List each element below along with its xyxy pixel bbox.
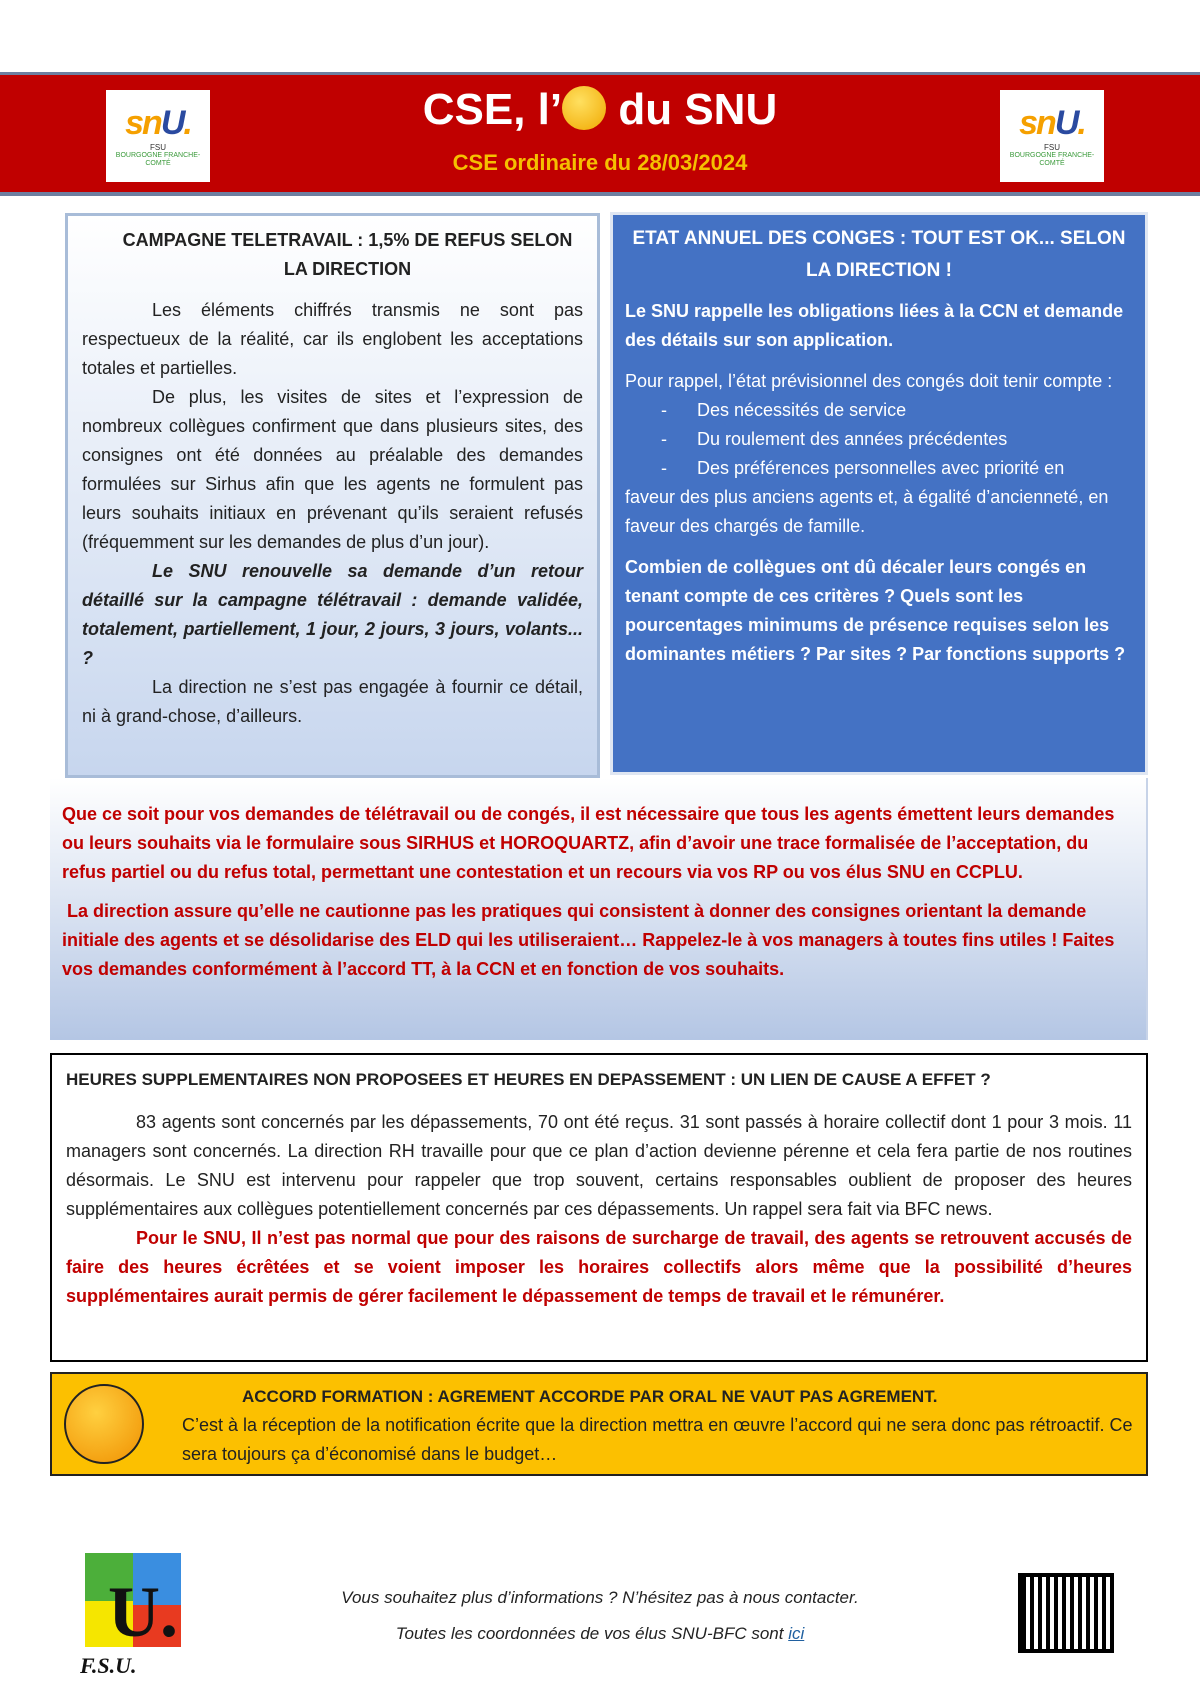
snu-logo-right: snU. FSU BOURGOGNE FRANCHE-COMTÉ <box>1000 90 1104 182</box>
header-banner <box>0 72 1200 196</box>
paragraph: La direction ne s’est pas engagée à fournir ce détail, ni à grand-chose, d’ailleurs. <box>82 677 583 726</box>
list-item: - Des préférences personnelles avec priorité en <box>661 454 1133 483</box>
paragraph: Combien de collègues ont dû décaler leurs congés en tenant compte de ces critères ? Quels sont les pourcentages minimums de présence requises selon les dominantes métiers ? Par sites ? Par fonctions supports ? <box>625 557 1126 664</box>
conges-title: ETAT ANNUEL DES CONGES : TOUT EST OK... SELON LA DIRECTION ! <box>632 228 1126 281</box>
formation-section <box>50 1372 1148 1476</box>
paragraph: La direction assure qu’elle ne cautionne pas les pratiques qui consistent à donner des consignes orientant la demande initiale des agents et se désolidarise des ELD qui les utiliseraient… Rappelez-le à vos managers à toutes fins utiles ! Faites vos demandes conformément à l’accord TT, à la CCN et en fonction de vos souhaits. <box>62 901 1115 979</box>
criteria-list <box>625 396 1133 483</box>
svg-text:U.: U. <box>108 1572 178 1652</box>
paragraph: C’est à la réception de la notification écrite que la direction mettra en œuvre l’accord qui ne sera donc pas rétroactif. Ce sera toujours ça d’économisé dans le budget… <box>182 1415 1133 1464</box>
paragraph: faveur des plus anciens agents et, à égalité d’ancienneté, en faveur des chargés de famille. <box>625 487 1109 536</box>
conges-section <box>613 215 1145 772</box>
svg-text:F.S.U.: F.S.U. <box>80 1653 137 1678</box>
formation-title: ACCORD FORMATION : AGREMENT ACCORDE PAR ORAL NE VAUT PAS AGREMENT. <box>242 1387 938 1406</box>
thinking-face-icon <box>64 1384 144 1464</box>
notice-section <box>50 778 1148 1040</box>
teletravail-title: CAMPAGNE TELETRAVAIL : 1,5% DE REFUS SELON LA DIRECTION <box>122 230 573 279</box>
monocle-emoji-icon <box>562 86 606 130</box>
teletravail-section <box>65 213 600 778</box>
paragraph: Le SNU rappelle les obligations liées à la CCN et demande des détails sur son application. <box>625 301 1124 350</box>
paragraph: Pour le SNU, Il n’est pas normal que pour des raisons de surcharge de travail, des agents se retrouvent accusés de faire des heures écrêtées et se voient imposer les horaires collectifs alors même que la possibilité d’heures supplémentaires aurait permis de gérer facilement le dépassement de temps de travail et le rémunérer. <box>66 1228 1132 1306</box>
contacts-link[interactable]: ici <box>788 1624 805 1643</box>
list-item: - Du roulement des années précédentes <box>661 425 1133 454</box>
snu-logo-left: snU. FSU BOURGOGNE FRANCHE-COMTÉ <box>106 90 210 182</box>
heures-title: HEURES SUPPLEMENTAIRES NON PROPOSEES ET HEURES EN DEPASSEMENT : UN LIEN DE CAUSE A EFFET ? <box>66 1070 991 1089</box>
paragraph: De plus, les visites de sites et l’expression de nombreux collègues confirment que dans plusieurs sites, des consignes ont été données au préalable des demandes formulées sur Sirhus afin que les agents ne formulent pas leurs souhaits initiaux en prévenant qu’ils seraient refusés (fréquemment sur les demandes de plus d’un jour). <box>82 387 583 552</box>
paragraph: Le SNU renouvelle sa demande d’un retour détaillé sur la campagne télétravail : demande validée, totalement, partiellement, 1 jour, 2 jours, 3 jours, volants... ? <box>82 561 583 668</box>
paragraph: Que ce soit pour vos demandes de télétravail ou de congés, il est nécessaire que tous les agents émettent leurs demandes ou leurs souhaits via le formulaire sous SIRHUS et HOROQUARTZ, afin d’avoir une trace formalisée de l’acceptation, du refus partiel ou du refus total, permettant une contestation et un recours via vos RP ou vos élus SNU en CCPLU. <box>62 804 1115 882</box>
list-item: - Des nécessités de service <box>661 396 1133 425</box>
contact-line: Vous souhaitez plus d’informations ? N’hésitez pas à nous contacter. <box>341 1588 859 1607</box>
heures-section <box>50 1053 1148 1362</box>
page-title: CSE, l’ du SNU <box>422 85 778 134</box>
fsu-logo <box>80 1548 190 1678</box>
paragraph: Les éléments chiffrés transmis ne sont pas respectueux de la réalité, car ils englobent les acceptations totales et partielles. <box>82 300 583 378</box>
page-subtitle: CSE ordinaire du 28/03/2024 <box>452 150 748 175</box>
qr-code[interactable] <box>1018 1573 1114 1653</box>
paragraph: 83 agents sont concernés par les dépassements, 70 ont été reçus. 31 sont passés à horaire collectif dont 1 pour 3 mois. 11 managers sont concernés. La direction RH travaille pour que ce plan d’action devienne pérenne et cela fera partie de nos routines désormais. Le SNU est intervenu pour rappeler que trop souvent, certains responsables oublient de proposer des heures supplémentaires aux collègues potentiellement concernés par ces dépassements. Un rappel sera fait via BFC news. <box>66 1112 1132 1219</box>
contact-line: Toutes les coordonnées de vos élus SNU-BFC sont <box>395 1624 789 1643</box>
paragraph: Pour rappel, l’état prévisionnel des congés doit tenir compte : <box>625 371 1113 391</box>
footer-contact <box>250 1580 950 1652</box>
